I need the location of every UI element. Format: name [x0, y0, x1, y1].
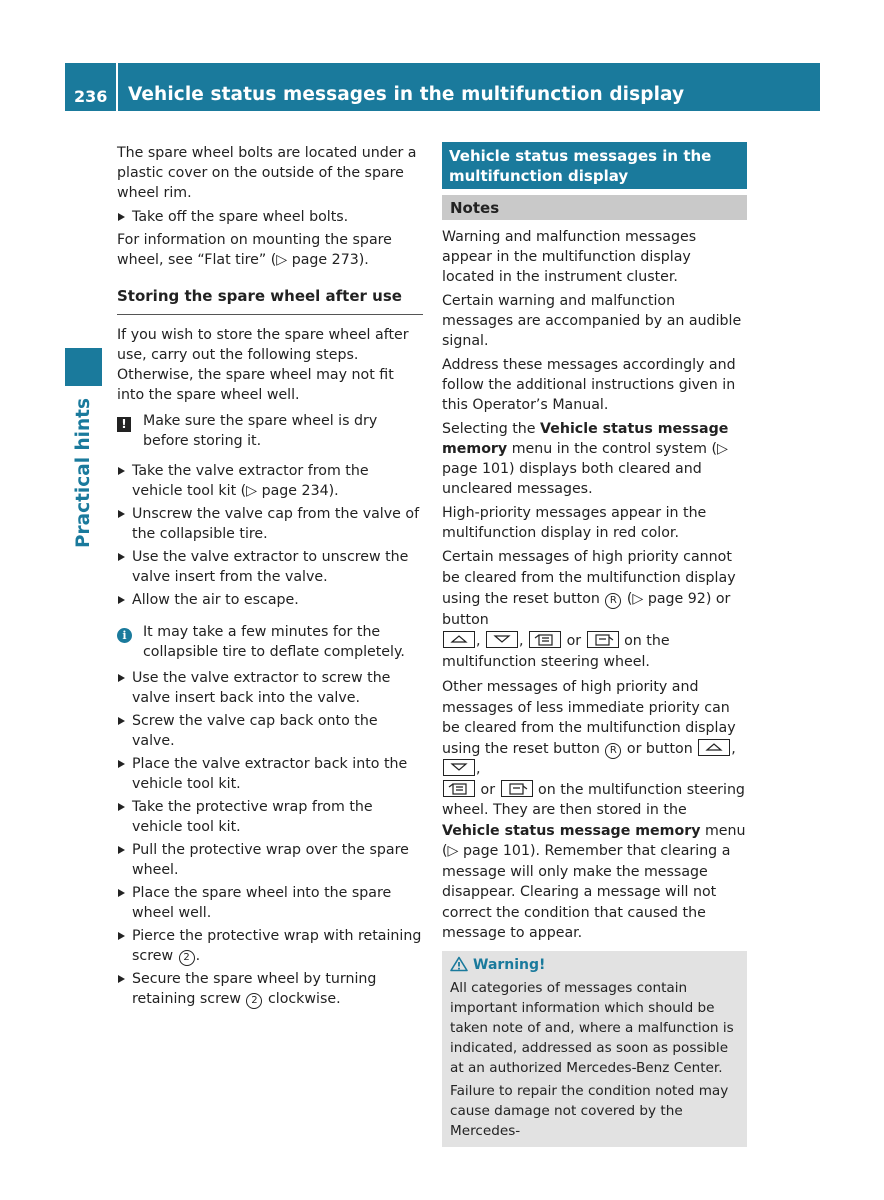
text: or	[480, 781, 496, 798]
step-text: .	[195, 948, 201, 964]
instruction-step: Place the spare wheel into the spare wheel well.	[117, 883, 423, 923]
info-icon: i	[117, 625, 132, 645]
text: on the multifunction steering wheel. They are then stored in the	[442, 781, 745, 818]
reset-button-symbol: R	[605, 593, 621, 609]
text: ,	[476, 633, 481, 649]
paragraph-other-messages	[442, 677, 747, 944]
mounting-info-paragraph: For information on mounting the spare wheel, see “Flat tire” (▷ page 273).	[117, 232, 392, 268]
instruction-step: Take the valve extractor from the vehicle tool kit (▷ page 234).	[117, 461, 423, 501]
info-note	[117, 622, 423, 662]
instruction-step: Pull the protective wrap over the spare wheel.	[117, 840, 423, 880]
page-number: 236	[74, 87, 108, 106]
section-heading: Vehicle status messages in the multifunction display	[442, 142, 747, 189]
text: or	[566, 633, 582, 649]
warning-box	[442, 951, 747, 1147]
instruction-step: Take off the spare wheel bolts.	[117, 207, 423, 227]
page-header	[65, 63, 820, 111]
warning-heading	[450, 955, 739, 975]
text: or button	[622, 740, 698, 757]
section-tab-marker	[65, 348, 102, 386]
text: menu in the control system (▷ page 101) displays both cleared and uncleared messages.	[442, 441, 728, 497]
text: Selecting the	[442, 421, 541, 437]
callout-number: 2	[246, 993, 262, 1009]
section-side-label	[64, 397, 104, 548]
instruction-step: Unscrew the valve cap from the valve of the collapsible tire.	[117, 504, 423, 544]
paragraph-memory-menu	[442, 419, 747, 499]
notes-heading: Notes	[442, 195, 747, 220]
instruction-step: Take the protective wrap from the vehicle tool kit.	[117, 797, 423, 837]
paragraph: Certain warning and malfunction messages are accompanied by an audible signal.	[442, 293, 742, 349]
warning-paragraph: Failure to repair the condition noted may cause damage not covered by the Mercedes-	[450, 1082, 729, 1139]
phone-book-key-icon	[529, 631, 561, 648]
paragraph: Address these messages accordingly and follow the additional instructions given in this Operator’s Manual.	[442, 357, 736, 413]
instruction-step-secure	[117, 969, 423, 1009]
right-column	[442, 142, 747, 1147]
left-column	[117, 143, 423, 1012]
step-text: Pierce the protective wrap with retaining screw	[132, 928, 422, 964]
paragraph-high-priority	[442, 547, 747, 673]
instruction-step: Allow the air to escape.	[117, 590, 423, 610]
page-title: Vehicle status messages in the multifunction display	[128, 84, 685, 105]
exclamation-icon: !	[117, 414, 131, 434]
text: Certain messages of high priority cannot be cleared from the multifunction display using the reset button	[442, 549, 736, 607]
step-text: clockwise.	[263, 991, 341, 1007]
phone-book-key-icon	[443, 780, 475, 797]
paragraph: High-priority messages appear in the multifunction display in red color.	[442, 505, 707, 541]
intro-paragraph: The spare wheel bolts are located under a plastic cover on the outside of the spare wheel rim.	[117, 145, 417, 201]
reset-button-symbol: R	[605, 743, 621, 759]
arrow-up-key-icon	[443, 631, 475, 648]
caution-note	[117, 411, 423, 451]
text: (▷ page 92) or button	[442, 591, 731, 628]
text: on the multifunction steering wheel.	[442, 633, 670, 670]
text: Other messages of high priority and messages of less immediate priority can be cleared from the multifunction display using the reset button	[442, 679, 736, 757]
phone-back-key-icon	[587, 631, 619, 648]
warning-triangle-icon	[450, 956, 468, 972]
instruction-step: Place the valve extractor back into the vehicle tool kit.	[117, 754, 423, 794]
warning-title: Warning!	[473, 956, 546, 973]
instruction-step-pierce	[117, 926, 423, 966]
text: ,	[731, 740, 736, 757]
instruction-step: Use the valve extractor to screw the valve insert back into the valve.	[117, 668, 423, 708]
arrow-down-key-icon	[443, 759, 475, 776]
instruction-step: Screw the valve cap back onto the valve.	[117, 711, 423, 751]
storing-subheading: Storing the spare wheel after use	[117, 286, 423, 315]
info-note-text: It may take a few minutes for the collapsible tire to deflate completely.	[143, 624, 405, 660]
phone-back-key-icon	[501, 780, 533, 797]
header-divider	[116, 63, 118, 111]
text: ,	[519, 633, 524, 649]
storing-intro-paragraph: If you wish to store the spare wheel after use, carry out the following steps. Otherwise, the spare wheel may not fit into the spare wheel well.	[117, 327, 409, 403]
menu-name: Vehicle status message memory	[442, 421, 729, 457]
warning-paragraph: All categories of messages contain important information which should be taken note of and, where a malfunction is indicated, addressed as soon as possible at an authorized Mercedes-Benz Center.	[450, 979, 734, 1076]
text: menu (▷ page 101). Remember that clearing a message will only make the message disappear. Clearing a message will not correct the condition that caused the message to appear.	[442, 822, 746, 941]
caution-note-text: Make sure the spare wheel is dry before storing it.	[143, 413, 378, 449]
menu-name: Vehicle status message memory	[442, 822, 701, 839]
text: ,	[476, 761, 481, 777]
arrow-up-key-icon	[698, 739, 730, 756]
callout-number: 2	[179, 950, 195, 966]
paragraph: Warning and malfunction messages appear in the multifunction display located in the instrument cluster.	[442, 229, 697, 285]
arrow-down-key-icon	[486, 631, 518, 648]
instruction-step: Use the valve extractor to unscrew the valve insert from the valve.	[117, 547, 423, 587]
section-side-label-text: Practical hints	[73, 397, 94, 548]
step-text: Secure the spare wheel by turning retaining screw	[132, 971, 377, 1007]
